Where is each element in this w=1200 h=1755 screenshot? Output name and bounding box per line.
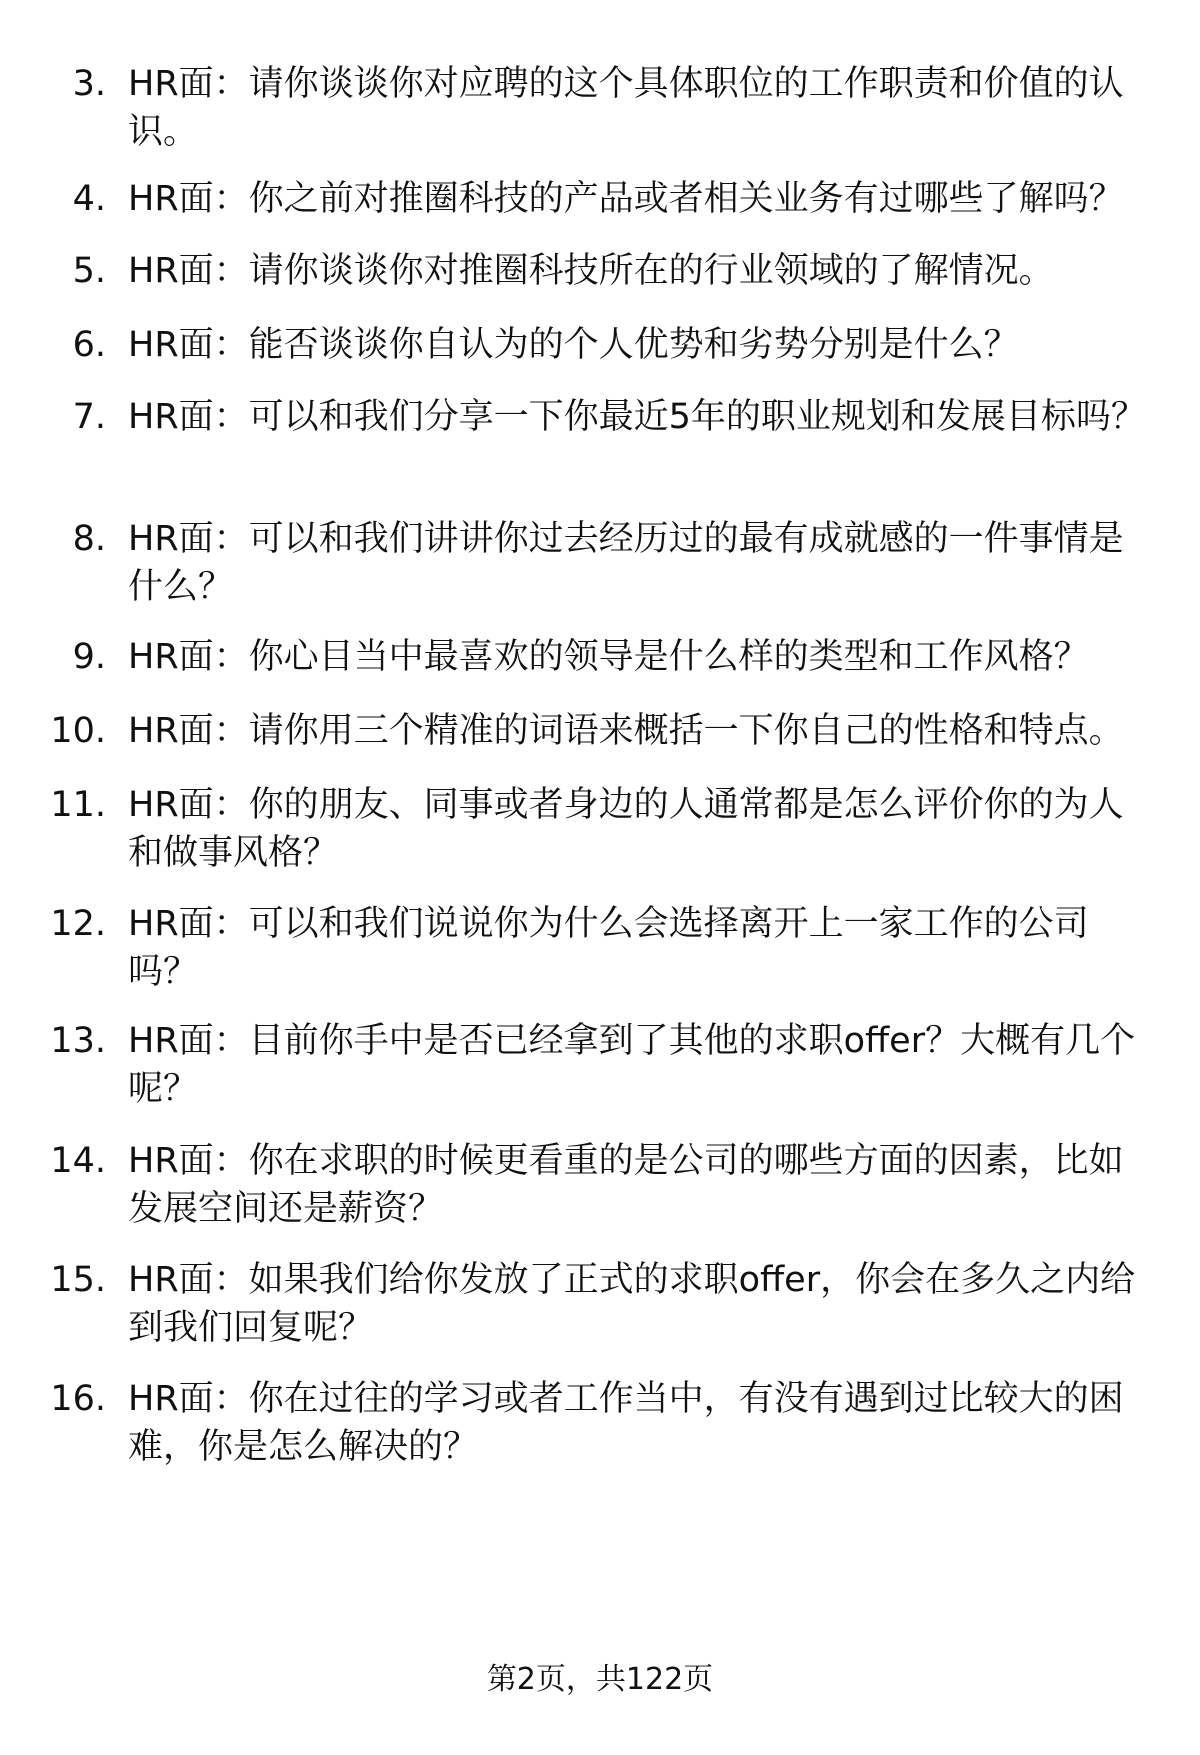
question-text: HR面：可以和我们讲讲你过去经历过的最有成就感的一件事情是什么？ — [128, 519, 1124, 607]
question-text: HR面：你在过往的学习或者工作当中，有没有遇到过比较大的困难，你是怎么解决的？ — [128, 1379, 1124, 1467]
question-text: HR面：目前你手中是否已经拿到了其他的求职offer？大概有几个呢？ — [128, 1021, 1136, 1109]
question-text: HR面：你的朋友、同事或者身边的人通常都是怎么评价你的为人和做事风格？ — [128, 785, 1124, 873]
question-number: 16. — [50, 1379, 106, 1419]
question-number: 3. — [72, 64, 106, 104]
question-number: 12. — [50, 904, 106, 944]
question-text: HR面：请你谈谈你对推圈科技所在的行业领域的了解情况。 — [128, 251, 1054, 291]
question-number: 4. — [72, 179, 106, 219]
question-number: 7. — [72, 397, 106, 437]
question-text: HR面：你心目当中最喜欢的领导是什么样的类型和工作风格？ — [128, 637, 1089, 677]
question-number: 11. — [50, 785, 106, 825]
question-number: 5. — [72, 251, 106, 291]
question-text: HR面：可以和我们分享一下你最近5年的职业规划和发展目标吗？ — [128, 397, 1146, 437]
question-text: HR面：你之前对推圈科技的产品或者相关业务有过哪些了解吗？ — [128, 179, 1124, 219]
question-number: 14. — [50, 1141, 106, 1181]
question-number: 8. — [72, 519, 106, 559]
question-number: 15. — [50, 1260, 106, 1300]
question-text: HR面：如果我们给你发放了正式的求职offer，你会在多久之内给到我们回复呢？ — [128, 1260, 1136, 1348]
question-text: HR面：能否谈谈你自认为的个人优势和劣势分别是什么？ — [128, 325, 1019, 365]
question-number: 6. — [72, 325, 106, 365]
question-text: HR面：你在求职的时候更看重的是公司的哪些方面的因素，比如发展空间还是薪资？ — [128, 1141, 1124, 1229]
question-number: 10. — [50, 711, 106, 751]
question-number: 9. — [72, 637, 106, 677]
question-number: 13. — [50, 1021, 106, 1061]
page-footer: 第2页，共122页 — [486, 1662, 714, 1697]
question-text: HR面：可以和我们说说你为什么会选择离开上一家工作的公司吗？ — [128, 904, 1089, 992]
question-text: HR面：请你用三个精准的词语来概括一下你自己的性格和特点。 — [128, 711, 1124, 751]
question-text: HR面：请你谈谈你对应聘的这个具体职位的工作职责和价值的认识。 — [128, 64, 1124, 152]
